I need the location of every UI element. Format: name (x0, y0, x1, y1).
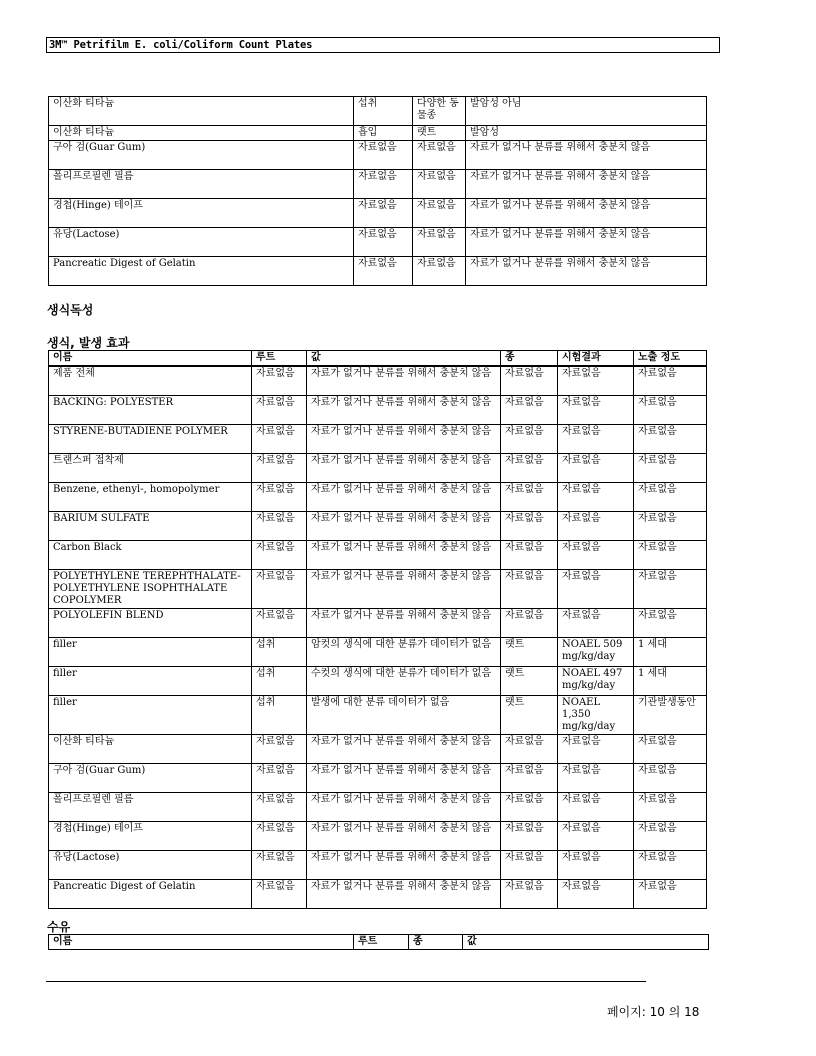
table-cell: 자료없음 (413, 170, 466, 199)
table-cell: 자료없음 (501, 570, 558, 609)
table-cell: 자료없음 (634, 541, 707, 570)
table-cell: 구아 검(Guar Gum) (49, 764, 252, 793)
table-cell: Pancreatic Digest of Gelatin (49, 257, 354, 286)
table-cell: 자료없음 (501, 454, 558, 483)
table-cell: filler (49, 667, 252, 696)
table-cell: 발암성 아님 (466, 97, 707, 126)
table-cell: 자료없음 (413, 228, 466, 257)
table-cell: 자료없음 (252, 570, 307, 609)
table-row (49, 228, 707, 257)
table-cell: 자료없음 (558, 396, 634, 425)
table-cell: 자료없음 (558, 880, 634, 909)
table-cell: 자료가 없거나 분류를 위해서 충분치 않음 (307, 454, 501, 483)
table-cell: 자료없음 (252, 851, 307, 880)
table-cell: 자료없음 (501, 880, 558, 909)
table-cell: 자료없음 (252, 822, 307, 851)
column-header: 이름 (49, 935, 354, 950)
column-header: 루트 (252, 351, 307, 367)
table-cell: 자료없음 (634, 483, 707, 512)
table-cell: NOAEL 1,350 mg/kg/day (558, 696, 634, 735)
table-row (49, 609, 707, 638)
column-header: 시험결과 (558, 351, 634, 367)
table-cell: 폴리프로필렌 필름 (49, 793, 252, 822)
table-cell: 자료없음 (252, 512, 307, 541)
column-header: 값 (307, 351, 501, 367)
table-cell: 자료없음 (558, 851, 634, 880)
table-cell: 구아 검(Guar Gum) (49, 141, 354, 170)
table-cell: 자료가 없거나 분류를 위해서 충분치 않음 (307, 822, 501, 851)
table-cell: 이산화 티타늄 (49, 97, 354, 126)
table-cell: 자료없음 (252, 793, 307, 822)
table-cell: 자료없음 (558, 366, 634, 396)
table-cell: POLYOLEFIN BLEND (49, 609, 252, 638)
section-title-reproductive-toxicity: 생식독성 (47, 303, 94, 317)
table-cell: 자료없음 (634, 366, 707, 396)
table-cell: 섭취 (354, 97, 413, 126)
table-cell: POLYETHYLENE TEREPHTHALATE-POLYETHYLENE ISOPHTHALATE COPOLYMER (49, 570, 252, 609)
table-cell: 자료가 없거나 분류를 위해서 충분치 않음 (307, 541, 501, 570)
table-cell: 자료가 없거나 분류를 위해서 충분치 않음 (466, 141, 707, 170)
table-cell: 자료없음 (354, 228, 413, 257)
table-cell: 이산화 티타늄 (49, 126, 354, 141)
table-cell: 경첩(Hinge) 테이프 (49, 199, 354, 228)
table-cell: 자료가 없거나 분류를 위해서 충분치 않음 (307, 880, 501, 909)
column-header: 루트 (354, 935, 409, 950)
table-cell: 자료없음 (252, 366, 307, 396)
column-header: 노출 정도 (634, 351, 707, 367)
table-row (49, 764, 707, 793)
reproductive-effects-table (48, 350, 707, 909)
table-row (49, 735, 707, 764)
table-cell: 자료없음 (634, 851, 707, 880)
table-cell: 자료가 없거나 분류를 위해서 충분치 않음 (307, 735, 501, 764)
section-title-reproductive-effects: 생식, 발생 효과 (47, 336, 130, 350)
document-header (46, 37, 720, 53)
table-row (49, 257, 707, 286)
table-cell: 자료없음 (634, 609, 707, 638)
table-cell: Benzene, ethenyl-, homopolymer (49, 483, 252, 512)
table-row (49, 880, 707, 909)
table-row (49, 97, 707, 126)
column-header: 종 (409, 935, 463, 950)
table-cell: 자료가 없거나 분류를 위해서 충분치 않음 (307, 366, 501, 396)
table-cell: 자료없음 (634, 764, 707, 793)
table-row (49, 483, 707, 512)
table-cell: 자료없음 (252, 735, 307, 764)
table-cell: 자료없음 (501, 609, 558, 638)
table-row (49, 454, 707, 483)
table-row (49, 366, 707, 396)
table-cell: 자료가 없거나 분류를 위해서 충분치 않음 (466, 257, 707, 286)
table-row (49, 541, 707, 570)
carcinogenicity-table (48, 96, 707, 286)
table-cell: 자료없음 (413, 199, 466, 228)
table-cell: NOAEL 509 mg/kg/day (558, 638, 634, 667)
table-cell: 1 세대 (634, 638, 707, 667)
table-cell: 자료가 없거나 분류를 위해서 충분치 않음 (307, 570, 501, 609)
column-header: 이름 (49, 351, 252, 367)
table-cell: 유당(Lactose) (49, 851, 252, 880)
table-row (49, 822, 707, 851)
table-cell: 자료가 없거나 분류를 위해서 충분치 않음 (307, 851, 501, 880)
table-cell: 자료없음 (558, 735, 634, 764)
table-cell: filler (49, 696, 252, 735)
table-row (49, 570, 707, 609)
table-cell: BARIUM SULFATE (49, 512, 252, 541)
table-cell: 자료없음 (634, 425, 707, 454)
table-cell: 자료없음 (501, 396, 558, 425)
table-cell: 자료없음 (354, 257, 413, 286)
table-cell: 자료없음 (501, 793, 558, 822)
table-cell: 자료없음 (558, 570, 634, 609)
table-cell: 자료가 없거나 분류를 위해서 충분치 않음 (307, 764, 501, 793)
table-cell: 자료없음 (354, 170, 413, 199)
table-cell: 자료없음 (501, 851, 558, 880)
table-cell: Pancreatic Digest of Gelatin (49, 880, 252, 909)
table-cell: 자료없음 (354, 141, 413, 170)
table-cell: 발생에 대한 분류 데이터가 없음 (307, 696, 501, 735)
table-cell: 자료없음 (558, 483, 634, 512)
table-cell: 자료가 없거나 분류를 위해서 충분치 않음 (307, 512, 501, 541)
table-cell: 자료없음 (252, 541, 307, 570)
table-cell: 자료없음 (252, 764, 307, 793)
document-title: 3M™ Petrifilm E. coli/Coliform Count Plates (49, 39, 313, 51)
lactation-table (48, 934, 709, 950)
table-cell: 다양한 동물종 (413, 97, 466, 126)
table-cell: 자료없음 (501, 735, 558, 764)
table-cell: 기관발생동안 (634, 696, 707, 735)
footer-divider (46, 981, 646, 982)
table-cell: 자료없음 (558, 609, 634, 638)
column-header: 종 (501, 351, 558, 367)
table-cell: 자료없음 (252, 396, 307, 425)
table-cell: 자료없음 (634, 454, 707, 483)
table-cell: 자료없음 (501, 483, 558, 512)
table-cell: 유당(Lactose) (49, 228, 354, 257)
table-cell: 자료없음 (501, 366, 558, 396)
table-cell: 자료없음 (558, 425, 634, 454)
table-row (49, 512, 707, 541)
table-cell: 자료가 없거나 분류를 위해서 충분치 않음 (307, 396, 501, 425)
table-cell: NOAEL 497 mg/kg/day (558, 667, 634, 696)
table-cell: 랫트 (501, 696, 558, 735)
table-cell: 이산화 티타늄 (49, 735, 252, 764)
table-cell: 랫트 (501, 638, 558, 667)
column-header: 값 (463, 935, 709, 950)
table-cell: 자료없음 (252, 425, 307, 454)
table-cell: 트랜스퍼 접착제 (49, 454, 252, 483)
table-cell: 자료없음 (354, 199, 413, 228)
table-cell: 자료없음 (252, 609, 307, 638)
table-cell: 암컷의 생식에 대한 분류가 데이터가 없음 (307, 638, 501, 667)
table-row (49, 696, 707, 735)
table-cell: 자료없음 (558, 764, 634, 793)
table-cell: 자료없음 (558, 454, 634, 483)
table-cell: 자료없음 (252, 454, 307, 483)
table-cell: Carbon Black (49, 541, 252, 570)
table-row (49, 199, 707, 228)
table-cell: 자료가 없거나 분류를 위해서 충분치 않음 (307, 425, 501, 454)
table-cell: 자료없음 (634, 735, 707, 764)
table-cell: 자료없음 (558, 822, 634, 851)
table-cell: 자료없음 (252, 483, 307, 512)
table-cell: 경첩(Hinge) 테이프 (49, 822, 252, 851)
table-cell: 자료없음 (501, 541, 558, 570)
table-cell: 자료없음 (558, 541, 634, 570)
table-cell: 자료없음 (634, 396, 707, 425)
table-cell: 자료가 없거나 분류를 위해서 충분치 않음 (466, 228, 707, 257)
page-number: 페이지: 10 의 18 (607, 1005, 700, 1019)
table-cell: 자료없음 (413, 141, 466, 170)
table-cell: 섭취 (252, 638, 307, 667)
table-cell: 자료없음 (634, 822, 707, 851)
table-cell: STYRENE-BUTADIENE POLYMER (49, 425, 252, 454)
table-cell: 자료없음 (501, 822, 558, 851)
table-cell: 발암성 (466, 126, 707, 141)
table-cell: 랫트 (413, 126, 466, 141)
table-cell: filler (49, 638, 252, 667)
table-cell: 섭취 (252, 696, 307, 735)
table-cell: 자료가 없거나 분류를 위해서 충분치 않음 (466, 199, 707, 228)
table-cell: 자료없음 (634, 793, 707, 822)
table-cell: 자료없음 (634, 512, 707, 541)
table-cell: 자료가 없거나 분류를 위해서 충분치 않음 (307, 793, 501, 822)
table-cell: 자료없음 (501, 764, 558, 793)
table-row (49, 126, 707, 141)
table-row (49, 141, 707, 170)
section-title-lactation: 수유 (47, 920, 71, 934)
table-cell: 자료가 없거나 분류를 위해서 충분치 않음 (466, 170, 707, 199)
table-cell: 폴리프로필렌 필름 (49, 170, 354, 199)
table-cell: 자료없음 (413, 257, 466, 286)
table-cell: 자료없음 (634, 570, 707, 609)
table-cell: 랫트 (501, 667, 558, 696)
table-cell: 자료없음 (558, 793, 634, 822)
table-cell: 1 세대 (634, 667, 707, 696)
table-row (49, 793, 707, 822)
table-cell: 자료가 없거나 분류를 위해서 충분치 않음 (307, 483, 501, 512)
table-cell: BACKING: POLYESTER (49, 396, 252, 425)
table-cell: 자료가 없거나 분류를 위해서 충분치 않음 (307, 609, 501, 638)
table-row (49, 638, 707, 667)
table-cell: 자료없음 (501, 425, 558, 454)
table-row (49, 425, 707, 454)
table-cell: 수컷의 생식에 대한 분류가 데이터가 없음 (307, 667, 501, 696)
table-cell: 흡입 (354, 126, 413, 141)
table-row (49, 396, 707, 425)
table-cell: 자료없음 (558, 512, 634, 541)
table-cell: 자료없음 (634, 880, 707, 909)
table-row (49, 170, 707, 199)
table-row (49, 851, 707, 880)
table-cell: 제품 전체 (49, 366, 252, 396)
table-row (49, 667, 707, 696)
table-cell: 섭취 (252, 667, 307, 696)
table-cell: 자료없음 (252, 880, 307, 909)
table-cell: 자료없음 (501, 512, 558, 541)
